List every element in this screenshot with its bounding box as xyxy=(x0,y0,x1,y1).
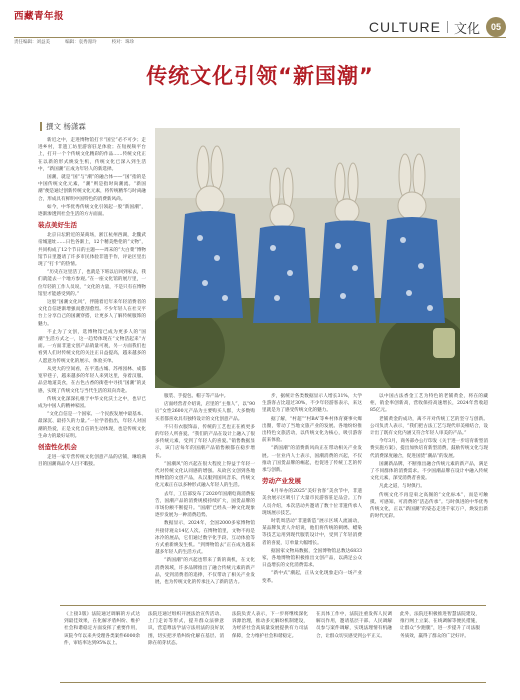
byline-marker xyxy=(40,122,42,131)
paragraph: 数据显示，2024年，全国2000多家博物馆共接待观众14亿人次。在博物馆里，文物不再是冰冷的展品，它们通过数字化手段、互动体验等方式重新焕发生机。“到博物馆去”正在成为越来越多年轻人的生活方式。 xyxy=(155,521,255,556)
paragraph: 据国家文物局数据，全国博物馆总数达6833家，各地博物馆积极推出文创产品，以满足公众日益增长的文化消费需求。 xyxy=(262,548,362,569)
paragraph: 凡此之道，与时俱行。 xyxy=(379,484,425,490)
continuation-column-3: 法院负责人表示，下一步将继续深化诉源治理，推动多元解纷机制建设，为经济社会高质量发展提供有力司法保障，全力维护社会和谐稳定。 xyxy=(232,612,308,639)
section-heading: 装点美好生活 xyxy=(38,221,77,230)
paragraph: “文化自信是一个国家、一个民族发展中最基本、最深沉、最持久的力量。”一位学者指出，年轻人对国潮的热爱，正是文化自信的生动体现，也是传统文化生命力的最好证明。 xyxy=(38,412,146,439)
paragraph: 时装周活动“非遗新造”展示区域人流涌动，某品牌负责人介绍说，他们将传统的刺绣、蜡染等技艺运用到现代服装设计中，受到了年轻消费者的喜爱，订单量大幅增长。 xyxy=(262,519,362,546)
paragraph: “历史在这里活了，也就是下班以后回到家去，我们就能去一个地方参观。”在一座文化馆的展厅里，一位年轻的工作人员说，“文化的力量，不是只有在博物馆里才能感受到的。” xyxy=(38,270,146,297)
article-photo xyxy=(155,128,460,388)
article-byline xyxy=(40,121,86,132)
paragraph: 从更大的空间看，在平遥古城、苏州园林、成都宽窄巷子，越来越多的年轻人来到这里，身着汉服、品尝地道美食，在古色古香的街巷中寻找“国潮”的灵感，实现了传统文化与当代生活的双向奔赴。 xyxy=(38,366,146,394)
section-heading: 劳动产业发展 xyxy=(262,477,301,486)
article-headline: 传统文化引领“新国潮” xyxy=(146,64,374,88)
paragraph: 老铺黄金的成功，离不开对传统工艺的坚守与创新。公司负责人表示，“我们把古法工艺与现代审美相结合，设计出了既有文化内涵又符合年轻人审美的产品。” xyxy=(370,416,488,437)
paragraph: 国潮新品牌，不断推出融合传统元素的新产品，满足了不同群体的消费需求。不少国潮品牌在设计中融入传统文化元素，深受消费者喜爱。 xyxy=(370,461,488,482)
paragraph: “新中式”潮起，正从文化现象走向一场产业变革。 xyxy=(262,571,362,584)
editor-bar xyxy=(14,28,506,45)
paragraph: 传统文化不再是束之高阁的“文化标本”，而是可触摸、可感知、可消费的“活态传承”。与时俱进的中华优秀传统文化，正以“新国潮”的姿态走进千家万户，焕发出新的时代光彩。 xyxy=(370,492,488,520)
paragraph: 步，据统计各类数据显示人增长31%，大学生游客占比超过30%，不少年轻游客表示，来这里就是为了感受传统文化的魅力。 xyxy=(262,394,362,414)
editor-line-1: 责任编辑：刘益美 xyxy=(14,40,50,45)
paragraph: 服装、手提包、帽子等产品中。 xyxy=(164,394,229,399)
paragraph: “新国潮”的兴起也带来了新的商机，在文化消费领域，许多品牌推出了融合传统元素的新产品，受到消费者的追捧，不仅带动了相关产业发展，也为传统文化的传承注入了新的活力。 xyxy=(155,558,255,586)
continuation-column-4: 在具体工作中，法院注重发挥人民调解员作用，邀请基层干部、人民调解员参与案件调解，实现法理情有机融合，让群众切实感受到公平正义。 xyxy=(316,612,392,639)
page-number-badge: 05 xyxy=(486,17,506,37)
continuation-column-5: 此外，法院还积极推进智慧法院建设，推行网上立案、在线调解等便民措施，让群众“少跑腿”，进一步提升了司法服务质效，赢得了群众的广泛好评。 xyxy=(400,612,480,639)
section-name-en: CULTURE xyxy=(368,19,441,35)
paragraph: 去年，工信部发布了2020年国潮电商消费报告，国潮产品的消费规模持续扩大，国货品牌的市场份额不断提升。“国潮”已经从一种文化现象逐步发展为一种消费趋势。 xyxy=(155,491,255,519)
article-column-3 xyxy=(262,393,362,598)
article-column-2 xyxy=(155,393,255,598)
paragraph: 以中国古法香金工艺为特色的老铺黄金，将在的藏柜，销金率创新高，营收保持高速增长，2024年营收超85亿元。 xyxy=(370,394,488,414)
paragraph: 新近之中，走进博物馆打卡“国宝”必不可少；走进乡村，非遗工坊里游客驻足体验；在短视频平台上，打开一个个传统文化精彩的作品……传统文化正在以新的形式焕发生机，传统文化已深入到生活中，“新国潮”正成为年轻人的新选择。 xyxy=(38,138,146,172)
paragraph: 店面经营者介绍说，店里的“主推人”，以“90后”女性2600元产品为主要购买人群，大多数购买者都喜欢具有独特设计的文化创意产品。 xyxy=(155,402,255,422)
editor-line-3: 校对：珠珍 xyxy=(111,40,135,45)
continuation-column-2: 法院还通过组织开展法治宣传活动、上门走访等形式，提升群众法律意识，营造尊法学法守法用法的良好氛围，切实把矛盾纠纷化解在基层、消除在萌芽状态。 xyxy=(148,612,224,646)
paragraph: 北京日坛附近的某商场，浙江杭州西湖，北魏武帝城遗址……日色各渐上，12个精美绝伦的“文物”，共同构成了12个节日的主题——周末的“大白菜”博物馆节日里邀请了许多市民体验非遗手作，评论区里出现了“打卡”的热情。 xyxy=(38,233,146,268)
paragraph: 国潮，就是“国”与“潮”的融合体——“国”指的是中国传统文化元素，“潮”则是指时尚潮流。“新国潮”便是通过创新传统文化元素，将传统精华与时尚融合，形成具有鲜明中国特色的消费新风尚。 xyxy=(38,175,146,202)
continuation-box xyxy=(60,605,486,683)
paragraph: 传统文化深深扎根于中华文化沃土之中，也早已成为中国人的精神家园。 xyxy=(38,396,146,409)
paragraph: 走进一家专营传统文化创意产品的店铺，琳琅满目的国潮商品令人目不暇接。 xyxy=(38,454,146,468)
paragraph: 不止为了文创，选博物馆已成为更多人的“国潮”生活方式之一，这一趋势体现在“文物活起来”方面。一方面非遗文创产品销量可观，另一方面我们也看到人们对传统文化的关注正日益提高，越来越多的人愿意为传统文化的展示、体验买单。 xyxy=(38,329,146,364)
paragraph: 不只有衣服饰品，传统的工艺也正在被更多的年轻人所喜爱。“我们的产品在设计上融入了很多传统元素，受到了年轻人的喜爱。”销售数据显示，该门店每年的国潮产品销售额都在稳步增长。 xyxy=(155,424,255,459)
paragraph: 据了解，“村超”“村BA”等乡村体育赛事火爆出圈，带动了当地文旅产业的发展。各地纷纷推出特色文旅活动，以传统文化为核心，吸引游客前来体验。 xyxy=(262,416,362,444)
editor-line-2: 编辑：袁秀漫玲 xyxy=(65,40,97,45)
paragraph: 如今，中华优秀传统文化引领起一股“新国潮”，逐渐渗透到社会生活的方方面面。 xyxy=(38,204,146,218)
continuation-column-1: 《上接3版》法院通过调解的方式达到最佳效果，在化解矛盾纠纷、维护社会和谐稳定方面发挥了重要作用，该院今年以来共受理各类案件6000余件，审结率达到95%以上。 xyxy=(64,612,140,646)
paragraph: 今年3月，商务部办公厅印发《关于进一步培育新型消费实施方案》，提出加快培育新型消费，鼓励传统文化与现代消费深度融合，促进国货“潮品”的发展。 xyxy=(370,439,488,459)
paragraph: 这股“国潮文化风”，伴随着近年来年轻消费者的文化自信逐渐增强而愈刮愈烈。不少年轻人在社交平台上分享自己的国潮穿搭，让更多人了解传统服饰的魅力。 xyxy=(38,300,146,327)
paper-name: 西藏青年报 xyxy=(14,11,65,22)
article-column-4 xyxy=(370,393,488,598)
article-column-1 xyxy=(38,137,146,597)
paragraph: “新国潮”的消费新风尚正在带动相关产业发展。一位业内人士表示，国潮消费的兴起，不仅推动了国货品牌的崛起，也促进了传统工艺的传承与创新。 xyxy=(262,446,362,474)
section-name-zh: 文化 xyxy=(453,21,480,37)
paragraph: “国潮风”的兴起在很大程度上得益于年轻一代对传统文化认同感的增强。从故宫文创到各地博物馆的文创产品，从汉服到国风音乐，传统文化元素正在以多种形式融入年轻人的生活。 xyxy=(155,461,255,489)
section-heading: 创造性化机会 xyxy=(38,442,77,451)
paragraph: 4月举办的2025“美好食客”美食节中，非遗美食展示区吸引了大量市民游客驻足品尝。工作人员介绍，本次活动共邀请了数十位非遗传承人现场展示技艺。 xyxy=(262,489,362,516)
byline-text: 撰文 杨潇霖 xyxy=(46,122,86,131)
